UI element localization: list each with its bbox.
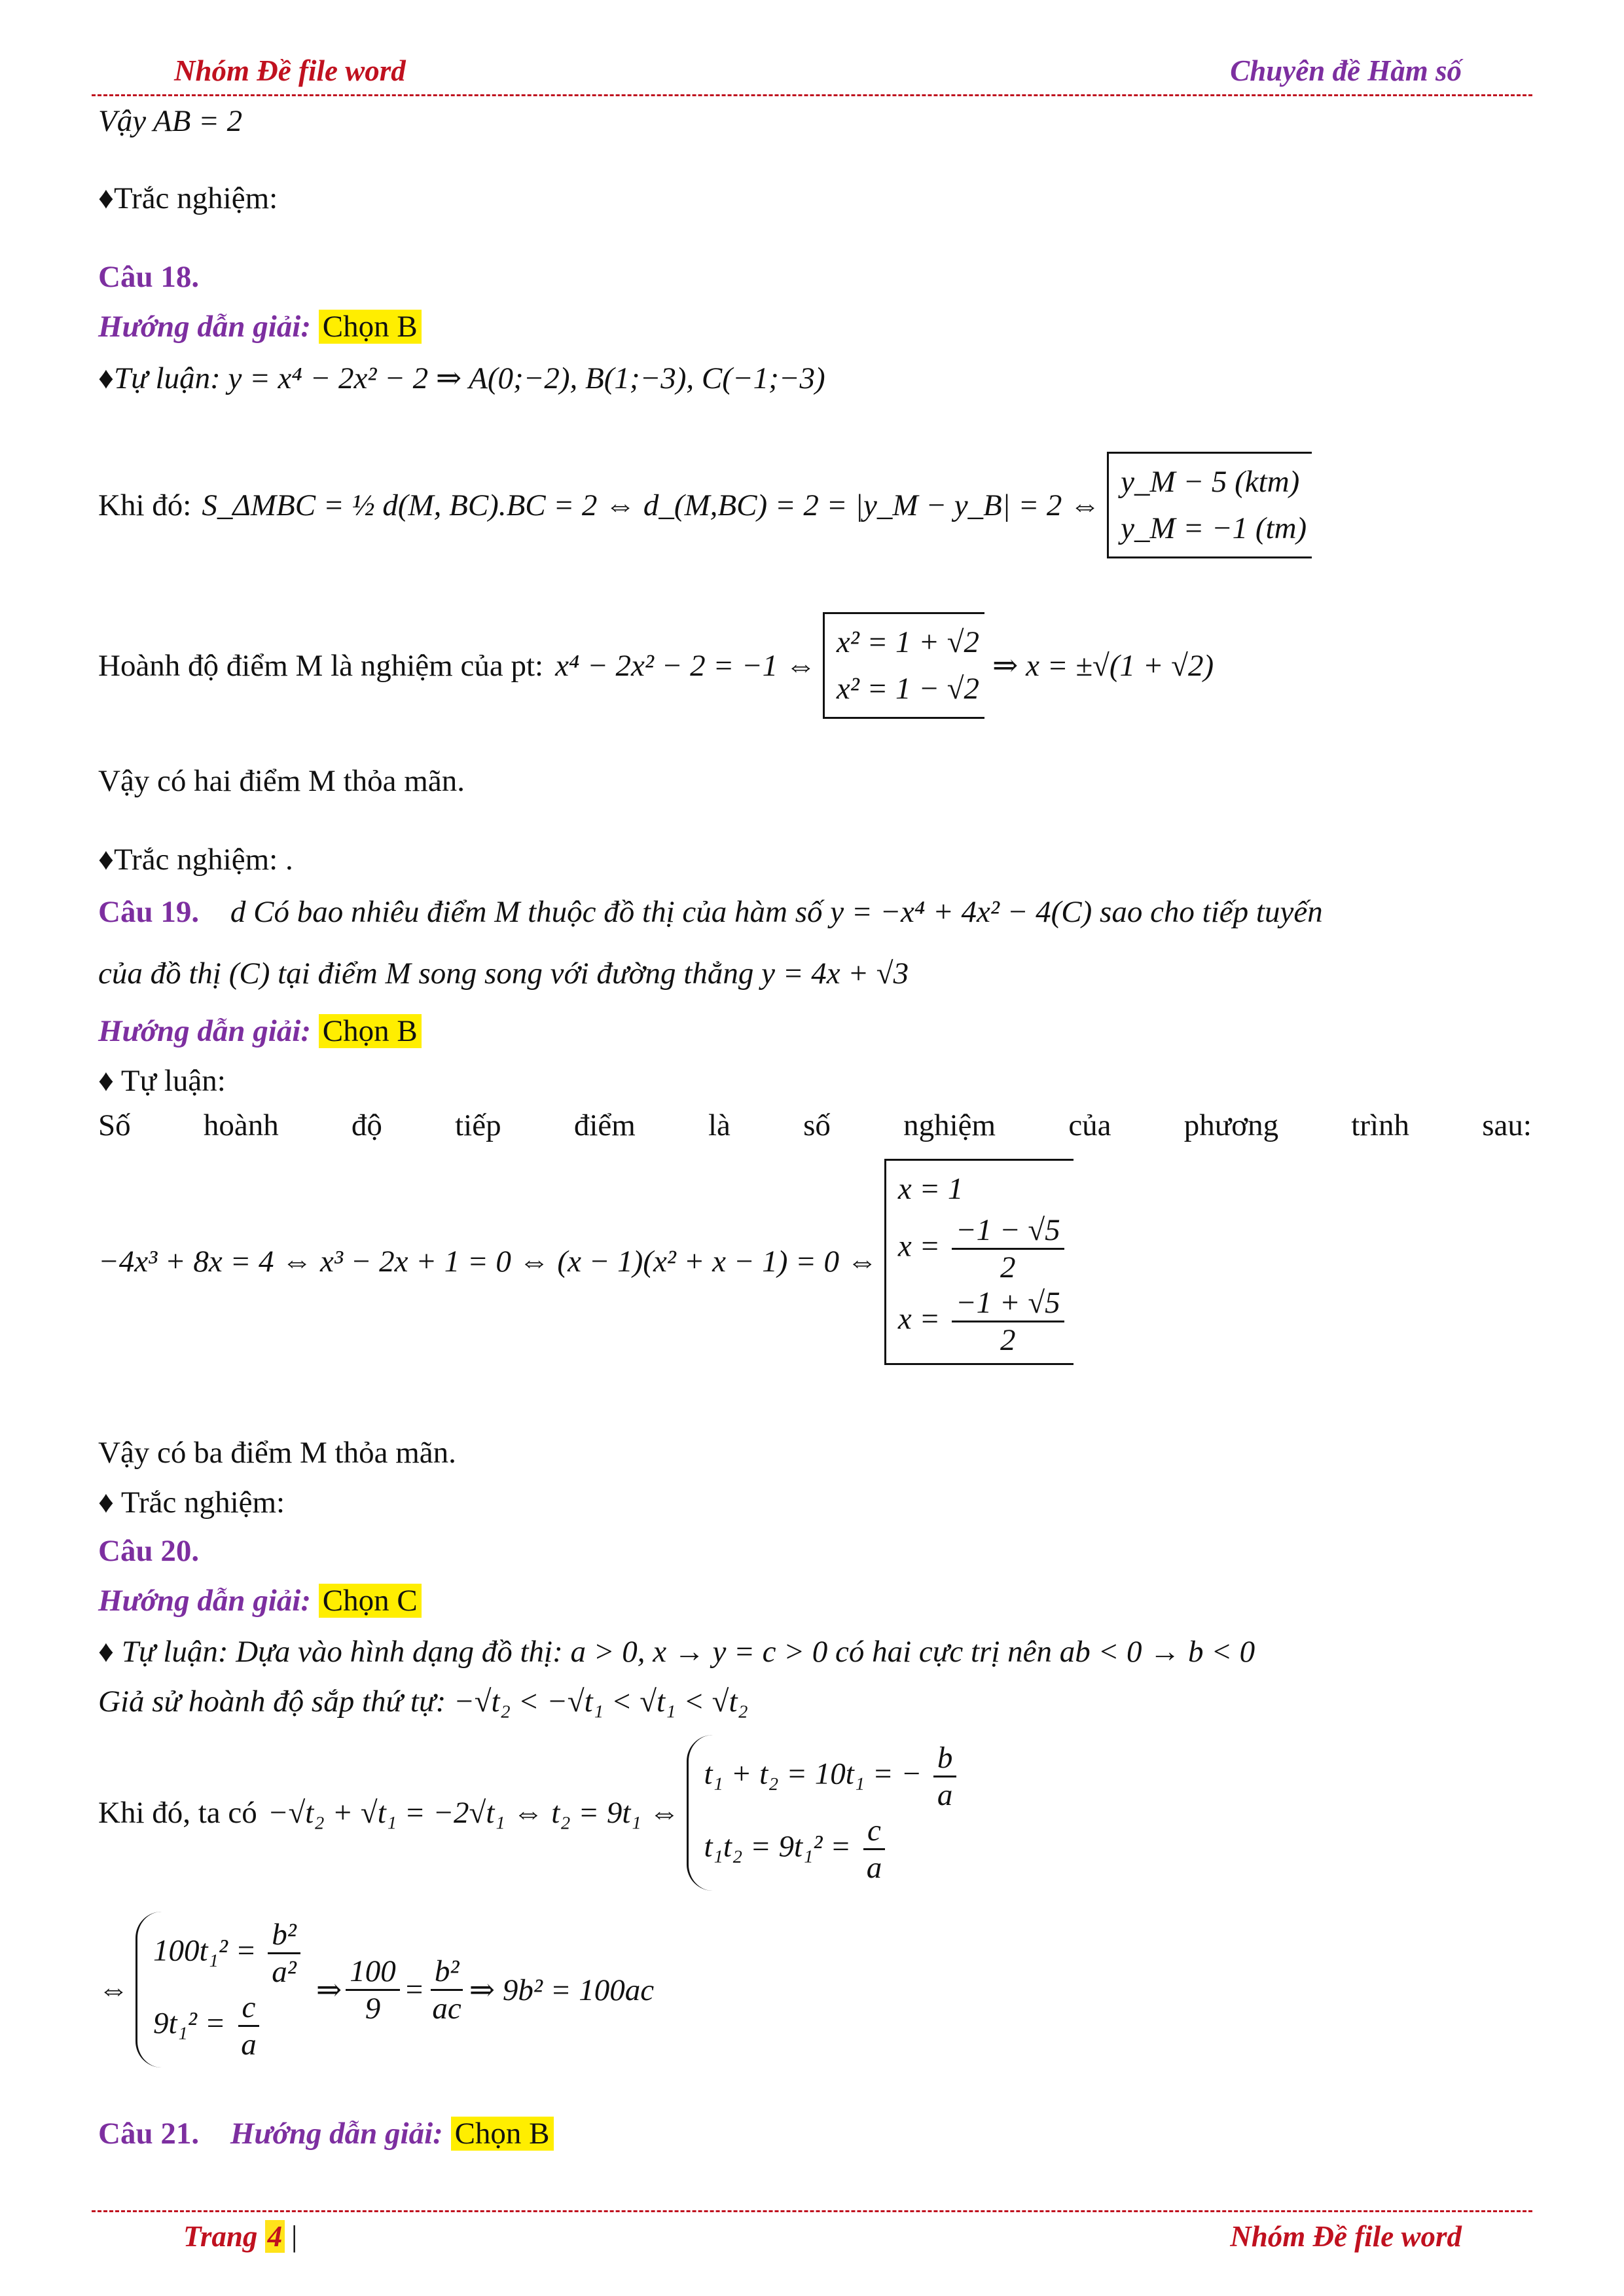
q19-root-2: x = $\frac{-1 - √5}{2}$ (898, 1212, 1068, 1285)
q19-self-study-label: ♦ Tự luận: (98, 1064, 226, 1098)
word: trình (1351, 1108, 1410, 1142)
q20-system-1-brace (687, 1735, 966, 1891)
footer-right-title: Nhóm Đề file word (1230, 2220, 1462, 2253)
footer-separator: | (291, 2220, 298, 2253)
q20-system-2-eq2: 9t₁² = $\frac{c}{a}$ (153, 1990, 304, 2062)
q20-result: ⇒ 9b² = 100ac (469, 1973, 655, 2007)
q20-system-2-brace (135, 1912, 310, 2068)
word: độ (351, 1108, 382, 1142)
answer-guide-label: Hướng dẫn giải: (230, 2117, 443, 2151)
q19-root-1: x = 1 (897, 1172, 964, 1206)
q18-case-2: y_M = −1 (tm) (1121, 511, 1307, 545)
q20-equivalence: ⇔ (98, 1973, 129, 2007)
q20-implies: ⇒ (316, 1973, 342, 2007)
word: phương (1183, 1108, 1279, 1142)
question-20-answer (98, 1583, 422, 1618)
answer-guide-label: Hướng dẫn giải: (98, 1584, 311, 1618)
word: của (1068, 1108, 1111, 1142)
word: tiếp (455, 1108, 501, 1142)
word: Số (98, 1108, 131, 1142)
answer-guide-label: Hướng dẫn giải: (98, 310, 311, 344)
q18-conclusion: Vậy có hai điểm M thỏa mãn. (98, 764, 465, 798)
q18-multiple-choice-label: ♦Trắc nghiệm: . (98, 843, 293, 877)
q18-root-1: x² = 1 + √2 (836, 625, 980, 659)
page-number: 4 (265, 2220, 285, 2253)
q18-root-2: x² = 1 − √2 (836, 671, 980, 706)
q19-multiple-choice-label: ♦ Trắc nghiệm: (98, 1485, 285, 1520)
q19-cubic-equation (98, 1159, 1074, 1365)
page-label: Trang (183, 2220, 265, 2253)
q18-root-bracket (823, 612, 984, 719)
question-18-answer (98, 309, 422, 344)
question-19-answer (98, 1013, 422, 1049)
q20-system-2 (98, 1912, 654, 2068)
q18-area-math: S_ΔMBC = ½ d(M, BC).BC = 2 ⇔ d_(M,BC) = 2 = |y_M − y_B| = 2 ⇔ (202, 488, 1101, 522)
answer-choice: Chọn B (451, 2117, 554, 2151)
conclusion-ab: Vậy AB = 2 (98, 104, 243, 138)
q18-case-1: y_M − 5 (ktm) (1121, 465, 1300, 499)
multiple-choice-label: ♦Trắc nghiệm: (98, 181, 278, 215)
q18-line2-prefix: Khi đó: (98, 488, 192, 522)
q20-system-2-eq1: 100t₁² = $\frac{\text{b²}}{\text{a²}}$ (153, 1917, 304, 1990)
header-divider (92, 94, 1532, 96)
q20-system-1-eq1: t₁ + t₂ = 10t₁ = − $\frac{b}{a}$ (704, 1740, 961, 1813)
answer-choice: Chọn B (319, 310, 422, 344)
answer-choice: Chọn C (319, 1584, 422, 1618)
answer-guide-label: Hướng dẫn giải: (98, 1014, 311, 1048)
q20-self-study-line: ♦ Tự luận: Dựa vào hình dạng đồ thị: a > 0, x → y = c > 0 có hai cực trị nên ab < 0 → b < 0 (98, 1635, 1255, 1669)
q18-area-equation (98, 452, 1312, 558)
q20-system-1 (98, 1735, 965, 1891)
q19-cubic-math: −4x³ + 8x = 4 ⇔ x³ − 2x + 1 = 0 ⇔ (x − 1)(x² + x − 1) = 0 ⇔ (98, 1245, 878, 1279)
question-18-title: Câu 18. (98, 260, 200, 294)
q20-fraction-b2-ac: $\frac{\text{b²}}{ac}$ (428, 1954, 465, 2026)
q18-case-bracket (1107, 452, 1312, 558)
word: là (708, 1108, 731, 1142)
q18-solution: ⇒ x = ±√(1 + √2) (992, 649, 1214, 683)
question-19-title: Câu 19. (98, 895, 200, 929)
q20-line3-prefix: Khi đó, ta có (98, 1796, 257, 1831)
footer-divider (92, 2210, 1532, 2212)
q20-equals: = (403, 1973, 425, 2007)
word: sau: (1482, 1108, 1532, 1142)
page-footer (97, 2219, 1527, 2259)
question-19-text-cont: của đồ thị (C) tại điểm M song song với đường thẳng y = 4x + √3 (98, 957, 909, 991)
word: hoành (203, 1108, 279, 1142)
header-left-title: Nhóm Đề file word (174, 54, 406, 87)
answer-choice: Chọn B (319, 1014, 422, 1048)
word: nghiệm (903, 1108, 996, 1142)
question-21-title: Câu 21. (98, 2117, 200, 2151)
page-header (97, 54, 1527, 93)
header-right-title: Chuyên đề Hàm số (1230, 54, 1462, 87)
q20-ordering-line: Giả sử hoành độ sắp thứ tự: −√t₂ < −√t₁ < √t₁ < √t₂ (98, 1685, 748, 1719)
q18-abscissa-equation (98, 612, 1214, 719)
question-19-statement (98, 894, 1323, 930)
q20-system-1-math: −√t₂ + √t₁ = −2√t₁ ⇔ t₂ = 9t₁ ⇔ (267, 1796, 680, 1831)
question-21-heading (98, 2116, 554, 2151)
q19-root-3: x = $\frac{-1 + √5}{2}$ (898, 1285, 1068, 1358)
q18-self-study-line: ♦Tự luận: y = x⁴ − 2x² − 2 ⇒ A(0;−2), B(1;−3), C(−1;−3) (98, 361, 825, 395)
q19-root-bracket (884, 1159, 1074, 1365)
footer-page-indicator (183, 2219, 297, 2253)
q20-system-1-eq2: t₁t₂ = 9t₁² = $\frac{c}{a}$ (704, 1813, 961, 1886)
q18-line3-prefix: Hoành độ điểm M là nghiệm của pt: (98, 648, 544, 683)
q20-fraction-100-9: $\frac{100}{9}$ (346, 1954, 400, 2026)
word: điểm (573, 1108, 636, 1142)
q19-justified-line (98, 1108, 1532, 1143)
question-20-title: Câu 20. (98, 1534, 200, 1568)
q19-conclusion: Vậy có ba điểm M thỏa mãn. (98, 1436, 456, 1470)
word: số (803, 1108, 831, 1142)
question-19-text: d Có bao nhiêu điểm M thuộc đồ thị của hàm số y = −x⁴ + 4x² − 4(C) sao cho tiếp tuyến (230, 895, 1323, 929)
q18-abscissa-math: x⁴ − 2x² − 2 = −1 ⇔ (555, 648, 816, 683)
